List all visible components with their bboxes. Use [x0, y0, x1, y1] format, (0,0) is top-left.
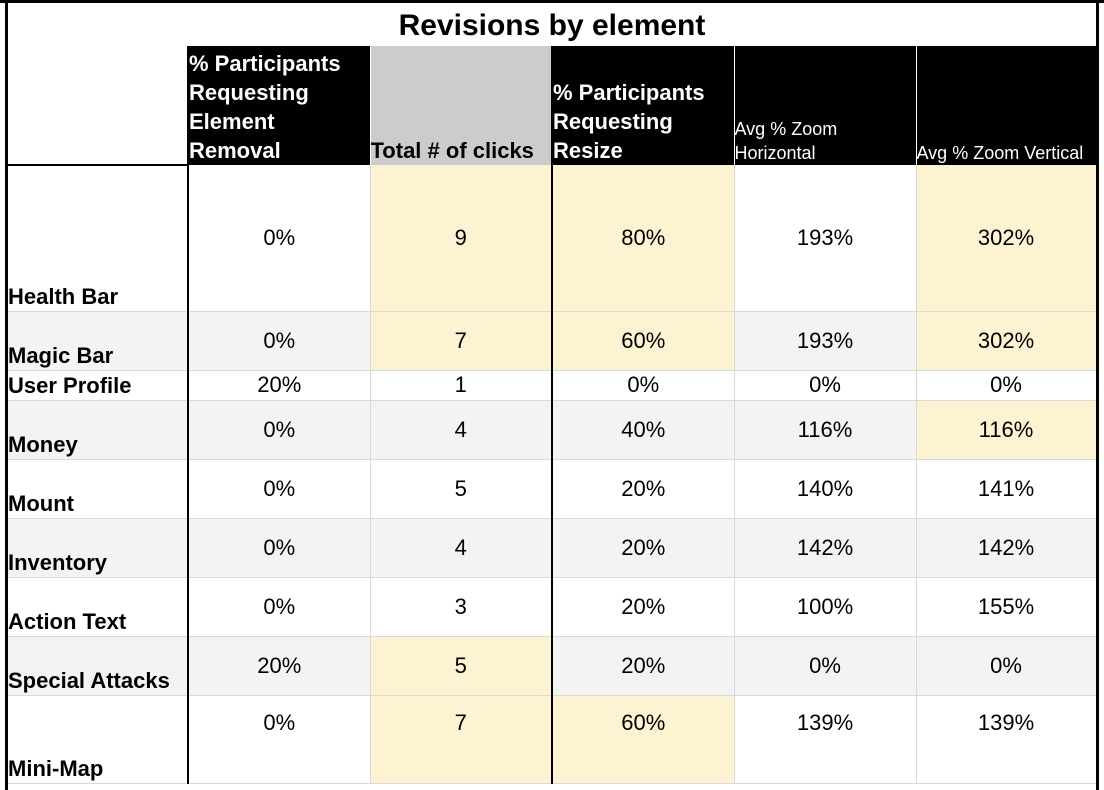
cell-zoom-vertical[interactable]: 155% — [916, 577, 1096, 636]
cell-removal[interactable]: 0% — [188, 165, 370, 311]
table-row — [8, 518, 1096, 577]
header-removal[interactable]: % Participants Requesting Element Removal — [188, 46, 370, 165]
cell-zoom-vertical[interactable]: 302% — [916, 311, 1096, 370]
cell-removal[interactable]: 0% — [188, 577, 370, 636]
cell-total-clicks[interactable]: 7 — [370, 695, 552, 783]
cell-resize[interactable]: 20% — [552, 459, 734, 518]
cell-total-clicks[interactable]: 1 — [370, 370, 552, 400]
cell-zoom-vertical[interactable]: 139% — [916, 695, 1096, 783]
cell-zoom-horizontal[interactable]: 116% — [734, 400, 916, 459]
cell-resize[interactable]: 20% — [552, 518, 734, 577]
row-label[interactable]: Magic Bar — [8, 311, 188, 370]
row-label[interactable]: Money — [8, 400, 188, 459]
cell-total-clicks[interactable]: 4 — [370, 400, 552, 459]
row-label[interactable]: Inventory — [8, 518, 188, 577]
cell-total-clicks[interactable]: 5 — [370, 459, 552, 518]
revisions-table — [8, 46, 1097, 784]
cell-resize[interactable]: 80% — [552, 165, 734, 311]
row-label[interactable]: Mount — [8, 459, 188, 518]
cell-zoom-vertical[interactable]: 302% — [916, 165, 1096, 311]
cell-resize[interactable]: 0% — [552, 370, 734, 400]
cell-zoom-horizontal[interactable]: 139% — [734, 695, 916, 783]
cell-resize[interactable]: 20% — [552, 577, 734, 636]
header-zoom-vertical[interactable]: Avg % Zoom Vertical — [916, 46, 1096, 165]
cell-removal[interactable]: 0% — [188, 695, 370, 783]
cell-total-clicks[interactable]: 3 — [370, 577, 552, 636]
cell-removal[interactable]: 0% — [188, 459, 370, 518]
row-label[interactable]: User Profile — [8, 370, 188, 400]
cell-removal[interactable]: 0% — [188, 518, 370, 577]
cell-zoom-vertical[interactable]: 0% — [916, 636, 1096, 695]
cell-zoom-horizontal[interactable]: 193% — [734, 165, 916, 311]
cell-zoom-vertical[interactable]: 141% — [916, 459, 1096, 518]
header-corner-cell[interactable] — [8, 46, 188, 165]
row-label[interactable]: Special Attacks — [8, 636, 188, 695]
cell-zoom-horizontal[interactable]: 0% — [734, 370, 916, 400]
row-label[interactable]: Mini-Map — [8, 695, 188, 783]
cell-zoom-horizontal[interactable]: 100% — [734, 577, 916, 636]
cell-zoom-horizontal[interactable]: 193% — [734, 311, 916, 370]
cell-zoom-vertical[interactable]: 116% — [916, 400, 1096, 459]
sheet-title[interactable]: Revisions by element — [398, 9, 706, 42]
header-row — [8, 46, 1096, 165]
table-row — [8, 695, 1096, 783]
table-row — [8, 636, 1096, 695]
cell-resize[interactable]: 60% — [552, 311, 734, 370]
table-row — [8, 370, 1096, 400]
cell-removal[interactable]: 20% — [188, 370, 370, 400]
title-row — [0, 0, 1104, 46]
cell-zoom-horizontal[interactable]: 0% — [734, 636, 916, 695]
cell-total-clicks[interactable]: 9 — [370, 165, 552, 311]
cell-resize[interactable]: 60% — [552, 695, 734, 783]
table-row — [8, 311, 1096, 370]
cell-resize[interactable]: 40% — [552, 400, 734, 459]
table-row — [8, 577, 1096, 636]
header-resize[interactable]: % Participants Requesting Resize — [552, 46, 734, 165]
row-label[interactable]: Action Text — [8, 577, 188, 636]
cell-zoom-vertical[interactable]: 142% — [916, 518, 1096, 577]
table-row — [8, 459, 1096, 518]
table-row — [8, 165, 1096, 311]
cell-total-clicks[interactable]: 7 — [370, 311, 552, 370]
sheet-right-border — [1096, 0, 1099, 790]
cell-zoom-horizontal[interactable]: 140% — [734, 459, 916, 518]
cell-removal[interactable]: 0% — [188, 311, 370, 370]
header-zoom-horizontal[interactable]: Avg % Zoom Horizontal — [734, 46, 916, 165]
cell-removal[interactable]: 0% — [188, 400, 370, 459]
cell-zoom-horizontal[interactable]: 142% — [734, 518, 916, 577]
cell-resize[interactable]: 20% — [552, 636, 734, 695]
cell-total-clicks[interactable]: 4 — [370, 518, 552, 577]
sheet-left-border — [5, 0, 8, 790]
header-total-clicks[interactable]: Total # of clicks — [370, 46, 552, 165]
cell-removal[interactable]: 20% — [188, 636, 370, 695]
cell-total-clicks[interactable]: 5 — [370, 636, 552, 695]
row-label[interactable]: Health Bar — [8, 165, 188, 311]
table-row — [8, 400, 1096, 459]
cell-zoom-vertical[interactable]: 0% — [916, 370, 1096, 400]
